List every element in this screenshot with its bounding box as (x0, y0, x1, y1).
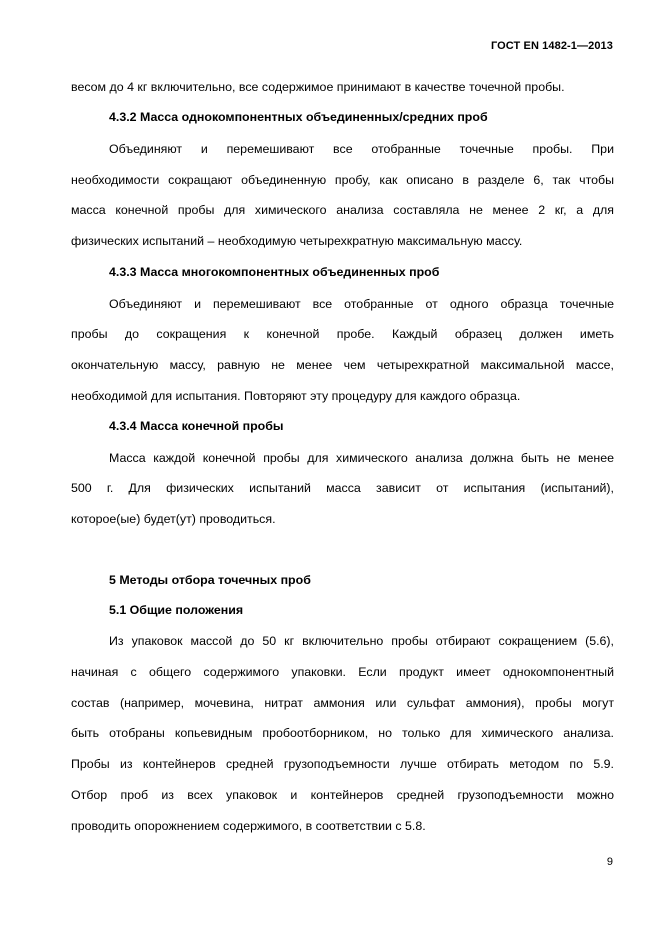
section-heading-5: 5 Методы отбора точечных проб (109, 573, 311, 587)
text-line: Пробы из контейнеров средней грузоподъемности лучше отбирать методом по 5.9. (71, 757, 614, 771)
text-line: Отбор проб из всех упаковок и контейнеров средней грузоподъемности можно (71, 788, 614, 802)
text-line: Объединяют и перемешивают все отобранные точечные пробы. При (109, 142, 614, 156)
text-line: начиная с общего содержимого упаковки. Если продукт имеет однокомпонентный (71, 665, 614, 679)
text-line: пробы до сокращения к конечной пробе. Каждый образец должен иметь (71, 327, 614, 341)
text-line: Объединяют и перемешивают все отобранные от одного образца точечные (109, 297, 614, 311)
text-line: Масса каждой конечной пробы для химического анализа должна быть не менее (109, 451, 614, 465)
text-line: весом до 4 кг включительно, все содержимое принимают в качестве точечной пробы. (71, 80, 565, 94)
text-line: 500 г. Для физических испытаний масса зависит от испытания (испытаний), (71, 481, 614, 495)
section-heading-4-3-3: 4.3.3 Масса многокомпонентных объединенных проб (109, 265, 440, 279)
text-line: проводить опорожнением содержимого, в соответствии с 5.8. (71, 819, 426, 833)
text-line: физических испытаний – необходимую четырехкратную максимальную массу. (71, 234, 523, 248)
section-heading-5-1: 5.1 Общие положения (109, 603, 244, 617)
text-line: масса конечной пробы для химического анализа составляла не менее 2 кг, а для (71, 203, 614, 217)
section-heading-4-3-2: 4.3.2 Масса однокомпонентных объединенных/средних проб (109, 110, 488, 124)
text-line: состав (например, мочевина, нитрат аммония или сульфат аммония), пробы могут (71, 696, 614, 710)
section-heading-4-3-4: 4.3.4 Масса конечной пробы (109, 419, 284, 433)
document-code-header: ГОСТ EN 1482-1—2013 (490, 40, 613, 52)
page-number: 9 (606, 856, 613, 868)
text-line: которое(ые) будет(ут) проводиться. (71, 512, 276, 526)
text-line: Из упаковок массой до 50 кг включительно пробы отбирают сокращением (5.6), (109, 634, 614, 648)
text-line: необходимой для испытания. Повторяют эту процедуру для каждого образца. (71, 389, 521, 403)
text-line: быть отобраны копьевидным пробоотборником, но только для химического анализа. (71, 726, 614, 740)
text-line: окончательную массу, равную не менее чем четырехкратной максимальной массе, (71, 358, 614, 372)
text-line: необходимости сокращают объединенную пробу, как описано в разделе 6, так чтобы (71, 173, 614, 187)
